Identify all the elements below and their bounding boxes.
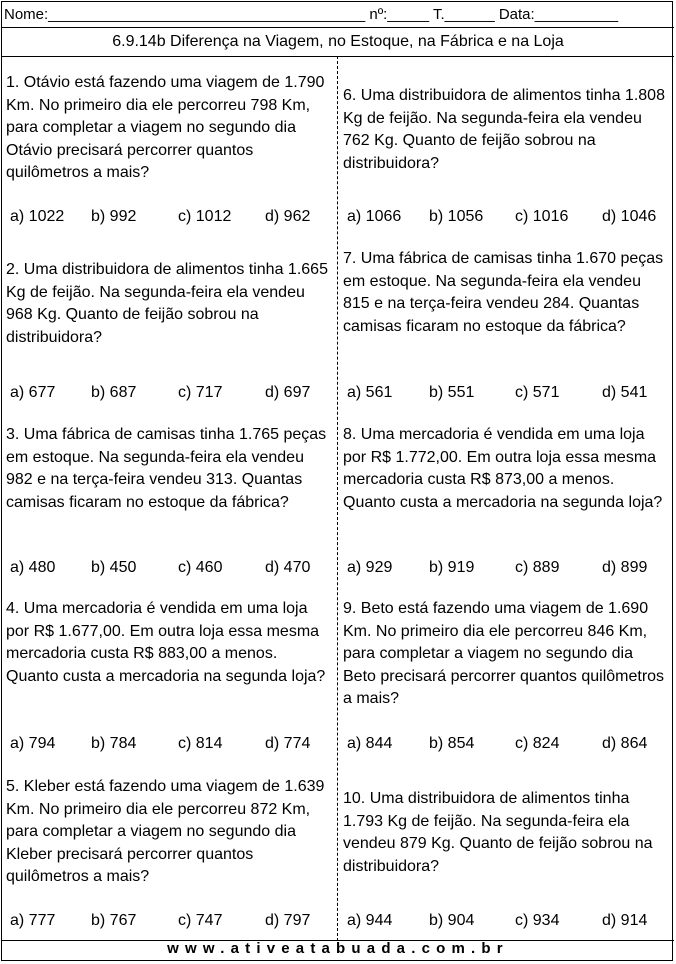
option-a: a) 480 [10, 559, 56, 576]
option-b: b) 551 [429, 384, 475, 401]
option-c: c) 571 [515, 384, 560, 401]
question-3-options [0, 557, 337, 579]
question-7-options [337, 382, 676, 404]
option-d: d) 864 [602, 735, 648, 752]
question-5: 5. Kleber está fazendo uma viagem de 1.639 Km. No primeiro dia ele percorreu 872 Km, para completar a viagem no segundo dia Kleber precisará percorrer quantos quilômetros a mais? [6, 778, 325, 885]
student-info-line: Nome:______________________________________ nº:_____ T.______ Data:__________ [4, 6, 619, 23]
option-c: c) 1016 [515, 208, 569, 225]
option-d: d) 1046 [602, 208, 657, 225]
option-a: a) 561 [347, 384, 393, 401]
option-c: c) 889 [515, 559, 560, 576]
option-b: b) 1056 [429, 208, 484, 225]
option-b: b) 854 [429, 735, 475, 752]
question-5-options [0, 910, 337, 932]
option-a: a) 1022 [10, 208, 65, 225]
option-b: b) 919 [429, 559, 475, 576]
question-8: 8. Uma mercadoria é vendida em uma loja por R$ 1.772,00. Em outra loja essa mesma mercadoria custa R$ 873,00 a menos. Quanto custa a mercadoria na segunda loja? [343, 426, 663, 511]
option-a: a) 677 [10, 384, 56, 401]
question-6-options [337, 206, 676, 228]
option-d: d) 914 [602, 912, 648, 929]
question-3: 3. Uma fábrica de camisas tinha 1.765 peças em estoque. Na segunda-feira ela vendeu 982 e na terça-feira vendeu 313. Quantas camisas ficaram no estoque da fábrica? [6, 426, 327, 511]
question-10-options [337, 910, 676, 932]
column-divider [337, 56, 338, 941]
option-a: a) 777 [10, 912, 56, 929]
option-a: a) 1066 [347, 208, 402, 225]
question-7: 7. Uma fábrica de camisas tinha 1.670 peças em estoque. Na segunda-feira ela vendeu 815 e na terça-feira vendeu 284. Quantas camisas ficaram no estoque da fábrica? [343, 250, 664, 335]
question-2: 2. Uma distribuidora de alimentos tinha 1.665 Kg de feijão. Na segunda-feira ela vendeu 968 Kg. Quanto de feijão sobrou na distribuidora? [6, 261, 328, 346]
option-c: c) 934 [515, 912, 560, 929]
option-c: c) 814 [178, 735, 223, 752]
option-b: b) 767 [91, 912, 137, 929]
option-b: b) 992 [91, 208, 137, 225]
option-c: c) 717 [178, 384, 223, 401]
worksheet-title: 6.9.14b Diferença na Viagem, no Estoque, na Fábrica e na Loja [112, 33, 564, 50]
question-10: 10. Uma distribuidora de alimentos tinha 1.793 Kg de feijão. Na segunda-feira ela vendeu 879 Kg. Quanto de feijão sobrou na distribuidora? [343, 790, 653, 875]
option-d: d) 697 [265, 384, 311, 401]
question-4-options [0, 733, 337, 755]
option-b: b) 904 [429, 912, 475, 929]
question-9-options [337, 733, 676, 755]
option-d: d) 899 [602, 559, 648, 576]
question-1-options [0, 206, 337, 228]
question-6: 6. Uma distribuidora de alimentos tinha 1.808 Kg de feijão. Na segunda-feira ela vendeu 762 Kg. Quanto de feijão sobrou na distribuidora? [343, 87, 665, 172]
option-a: a) 844 [347, 735, 393, 752]
question-2-options [0, 382, 337, 404]
option-c: c) 824 [515, 735, 560, 752]
question-8-options [337, 557, 676, 579]
website-footer: www.ativeatabuada.com.br [167, 940, 509, 957]
option-a: a) 929 [347, 559, 393, 576]
option-b: b) 784 [91, 735, 137, 752]
question-1: 1. Otávio está fazendo uma viagem de 1.790 Km. No primeiro dia ele percorreu 798 Km, para completar a viagem no segundo dia Otávio precisará percorrer quantos quilômetros a mais? [6, 74, 325, 181]
option-d: d) 962 [265, 208, 311, 225]
question-9: 9. Beto está fazendo uma viagem de 1.690 Km. No primeiro dia ele percorreu 846 Km, para completar a viagem no segundo dia Beto precisará percorrer quantos quilômetros a mais? [343, 600, 665, 707]
option-d: d) 774 [265, 735, 311, 752]
option-b: b) 687 [91, 384, 137, 401]
header-divider [2, 27, 674, 28]
option-d: d) 541 [602, 384, 648, 401]
option-d: d) 797 [265, 912, 311, 929]
option-c: c) 747 [178, 912, 223, 929]
option-d: d) 470 [265, 559, 311, 576]
option-c: c) 460 [178, 559, 223, 576]
option-a: a) 944 [347, 912, 393, 929]
option-b: b) 450 [91, 559, 137, 576]
option-a: a) 794 [10, 735, 56, 752]
question-4: 4. Uma mercadoria é vendida em uma loja por R$ 1.677,00. Em outra loja essa mesma mercadoria custa R$ 883,00 a menos. Quanto custa a mercadoria na segunda loja? [6, 600, 326, 685]
title-divider [2, 56, 674, 57]
option-c: c) 1012 [178, 208, 232, 225]
